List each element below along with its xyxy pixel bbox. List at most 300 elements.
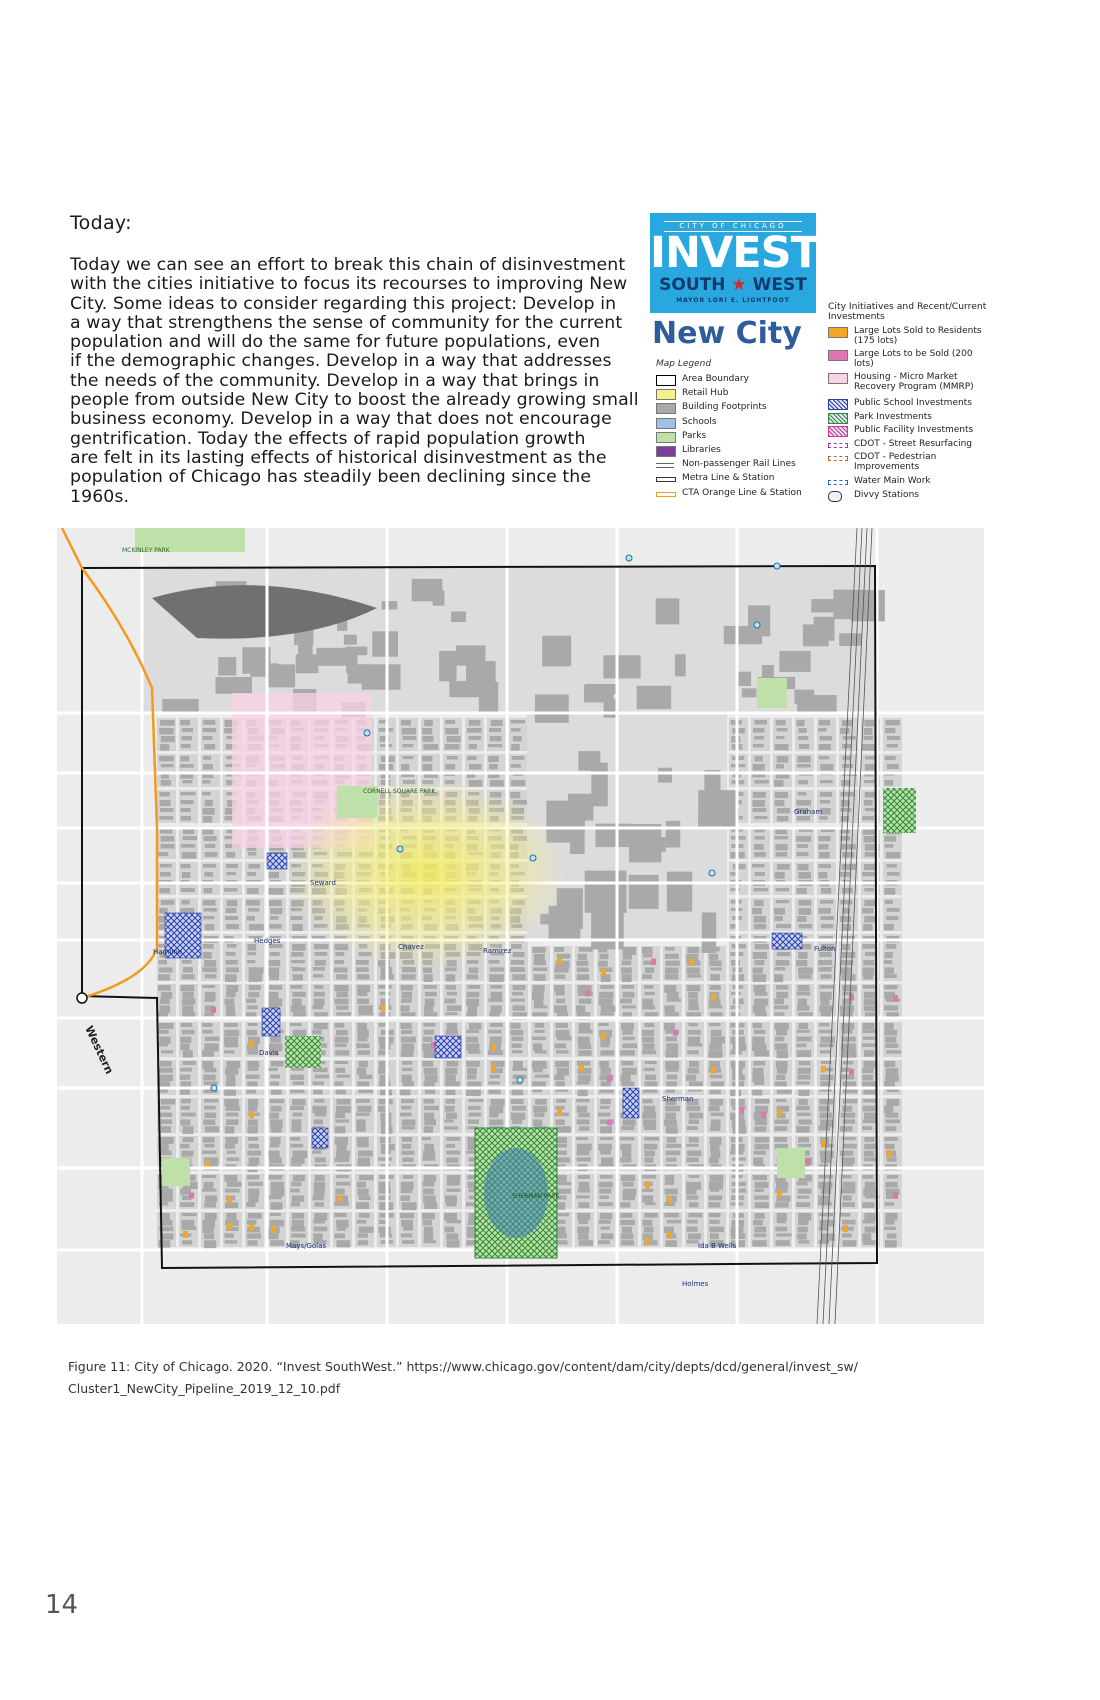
building-footprint <box>754 960 764 965</box>
building-footprint <box>180 1037 191 1043</box>
building-footprint <box>510 1030 523 1035</box>
building-footprint <box>357 985 370 992</box>
building-footprint <box>884 1005 898 1010</box>
building-footprint <box>204 1068 216 1073</box>
building-footprint <box>884 836 896 842</box>
building-footprint <box>797 1075 810 1080</box>
building-footprint <box>270 1240 284 1246</box>
building-footprint <box>658 768 672 783</box>
building-footprint <box>403 1227 413 1231</box>
building-footprint <box>818 1202 832 1205</box>
legend-label: Retail Hub <box>682 388 729 399</box>
building-footprint <box>291 1227 305 1232</box>
building-footprint <box>382 601 398 609</box>
building-footprint <box>666 961 680 966</box>
building-footprint <box>205 1195 217 1202</box>
divvy-station <box>364 730 370 736</box>
logo-mayor: MAYOR LORI E. LIGHTFOOT <box>676 297 790 304</box>
building-footprint <box>754 852 766 857</box>
building-footprint <box>710 1144 719 1151</box>
building-footprint <box>842 744 852 748</box>
building-footprint <box>842 1240 856 1246</box>
building-footprint <box>204 872 213 877</box>
building-footprint <box>479 682 498 714</box>
large-lot-sold <box>667 1197 672 1204</box>
building-footprint <box>776 900 789 903</box>
legend-swatch <box>828 491 842 502</box>
label-davis: Davis <box>259 1049 279 1057</box>
building-footprint <box>862 1043 876 1047</box>
building-footprint <box>621 1126 634 1130</box>
building-footprint <box>439 651 456 681</box>
building-footprint <box>862 967 874 975</box>
building-footprint <box>203 816 212 823</box>
building-footprint <box>512 1050 522 1053</box>
building-footprint <box>840 1151 853 1156</box>
building-footprint <box>225 960 237 965</box>
building-footprint <box>334 1202 349 1206</box>
building-footprint <box>862 1233 871 1240</box>
building-footprint <box>557 1037 572 1041</box>
building-footprint <box>160 872 171 877</box>
building-footprint <box>577 1119 590 1124</box>
building-footprint <box>687 1106 700 1111</box>
building-footprint <box>424 1113 434 1120</box>
building-footprint <box>269 974 279 980</box>
building-footprint <box>600 985 614 989</box>
building-footprint <box>159 792 169 796</box>
large-lot-sold <box>821 1066 826 1073</box>
building-footprint <box>203 756 211 760</box>
building-footprint <box>665 967 678 973</box>
building-footprint <box>841 1075 854 1080</box>
building-footprint <box>709 1182 723 1190</box>
building-footprint <box>644 1157 653 1162</box>
building-footprint <box>225 974 237 982</box>
building-footprint <box>643 1220 653 1226</box>
large-lot-to-sell <box>607 1076 612 1082</box>
building-footprint <box>887 1175 898 1179</box>
building-footprint <box>248 1189 259 1197</box>
building-footprint <box>688 992 698 998</box>
building-footprint <box>753 974 766 982</box>
building-footprint <box>335 1050 349 1055</box>
building-footprint <box>710 1126 720 1131</box>
building-footprint <box>512 974 525 980</box>
building-footprint <box>642 974 652 979</box>
cta-station <box>77 993 87 1003</box>
building-footprint <box>665 1050 678 1057</box>
large-lot-sold <box>645 1238 650 1245</box>
building-footprint <box>534 1005 548 1008</box>
building-footprint <box>512 1119 522 1124</box>
public-school-investment <box>262 1008 280 1036</box>
building-footprint <box>576 1195 589 1198</box>
building-footprint <box>445 1195 457 1203</box>
building-footprint <box>774 974 783 982</box>
building-footprint <box>799 924 812 928</box>
building-footprint <box>864 1061 878 1068</box>
building-footprint <box>314 992 325 997</box>
building-footprint <box>183 967 193 972</box>
building-footprint <box>819 816 827 820</box>
building-footprint <box>776 736 785 739</box>
building-footprint <box>885 900 893 904</box>
building-footprint <box>556 1099 566 1103</box>
building-footprint <box>315 1202 324 1207</box>
building-footprint <box>598 1202 612 1206</box>
building-footprint <box>842 952 856 958</box>
legend-label: Water Main Work <box>854 476 931 486</box>
building-footprint <box>247 916 255 921</box>
building-footprint <box>224 1030 239 1036</box>
building-footprint <box>577 1213 590 1220</box>
building-footprint <box>203 864 216 868</box>
building-footprint <box>511 780 525 786</box>
legend-label: Building Footprints <box>682 402 767 413</box>
building-footprint <box>468 1119 479 1124</box>
building-footprint <box>335 952 344 956</box>
building-footprint <box>401 1050 414 1057</box>
building-footprint <box>532 1081 546 1087</box>
building-footprint <box>642 1050 656 1054</box>
building-footprint <box>161 844 175 849</box>
building-footprint <box>752 1240 766 1246</box>
building-footprint <box>642 1030 654 1036</box>
building-footprint <box>181 985 195 991</box>
park-investment <box>883 788 916 833</box>
building-footprint <box>313 1106 327 1113</box>
building-footprint <box>887 864 897 868</box>
building-footprint <box>796 960 807 966</box>
building-footprint <box>664 1213 679 1217</box>
building-footprint <box>335 1157 350 1162</box>
building-footprint <box>227 900 238 906</box>
building-footprint <box>204 1099 219 1102</box>
building-footprint <box>754 916 766 923</box>
body-line: a way that strengthens the sense of community for the current <box>70 312 623 333</box>
building-footprint <box>226 924 239 929</box>
building-footprint <box>183 1137 194 1142</box>
building-footprint <box>181 744 191 748</box>
building-footprint <box>335 999 349 1005</box>
building-footprint <box>885 1075 899 1082</box>
building-footprint <box>818 872 827 878</box>
building-footprint <box>424 1030 435 1035</box>
building-footprint <box>160 864 172 867</box>
building-footprint <box>490 736 502 741</box>
building-footprint <box>621 967 632 973</box>
building-footprint <box>774 1119 788 1124</box>
building-footprint <box>203 1075 215 1081</box>
building-footprint <box>666 1126 678 1133</box>
building-footprint <box>446 1099 455 1104</box>
building-footprint <box>666 1037 677 1042</box>
large-lot-sold <box>183 1231 188 1238</box>
legend-label: Public Facility Investments <box>854 425 974 435</box>
building-footprint <box>357 1137 369 1145</box>
building-footprint <box>842 1220 855 1225</box>
building-footprint <box>356 1202 369 1209</box>
building-footprint <box>270 1144 280 1148</box>
logo-city-line: CITY OF CHICAGO <box>664 221 802 232</box>
building-footprint <box>511 960 524 965</box>
building-footprint <box>402 1157 413 1162</box>
building-footprint <box>711 1037 725 1044</box>
building-footprint <box>291 1005 306 1012</box>
building-footprint <box>754 985 766 992</box>
building-footprint <box>226 967 239 972</box>
building-footprint <box>774 1005 788 1009</box>
building-footprint <box>578 1175 590 1179</box>
building-footprint <box>777 1068 787 1074</box>
building-footprint <box>818 1195 829 1202</box>
building-footprint <box>753 1061 765 1065</box>
building-footprint <box>665 974 679 979</box>
building-footprint <box>532 992 544 1000</box>
building-footprint <box>578 1050 591 1056</box>
building-footprint <box>357 1023 367 1030</box>
legend-swatch <box>828 456 848 461</box>
building-footprint <box>621 1175 635 1181</box>
building-footprint <box>335 1068 345 1073</box>
building-footprint <box>637 686 672 709</box>
building-footprint <box>202 1023 212 1027</box>
building-footprint <box>248 1182 263 1186</box>
building-footprint <box>247 1175 259 1179</box>
building-footprint <box>777 816 789 821</box>
building-footprint <box>269 900 282 906</box>
building-footprint <box>863 960 874 965</box>
building-footprint <box>247 1030 257 1035</box>
building-footprint <box>488 756 499 762</box>
street-horizontal <box>57 1087 984 1090</box>
building-footprint <box>621 1213 633 1218</box>
building-footprint <box>269 924 281 929</box>
building-footprint <box>886 944 897 949</box>
building-footprint <box>203 900 216 906</box>
building-footprint <box>557 1012 568 1016</box>
building-footprint <box>556 999 565 1004</box>
body-line: business economy. Develop in a way that does not encourage <box>70 409 612 430</box>
building-footprint <box>622 1119 635 1125</box>
building-footprint <box>557 1151 567 1155</box>
building-footprint <box>446 1030 459 1035</box>
building-footprint <box>686 1157 698 1162</box>
building-footprint <box>842 1050 857 1057</box>
building-footprint <box>556 1030 570 1038</box>
building-footprint <box>798 1012 813 1016</box>
building-footprint <box>753 728 764 732</box>
building-footprint <box>577 1227 589 1234</box>
building-footprint <box>776 1099 786 1102</box>
building-footprint <box>270 1213 281 1216</box>
building-footprint <box>841 1189 855 1194</box>
building-footprint <box>467 728 482 733</box>
building-footprint <box>688 1037 700 1044</box>
building-footprint <box>356 1126 365 1132</box>
building-footprint <box>225 1240 237 1243</box>
building-footprint <box>622 1030 633 1035</box>
figure-caption <box>68 1356 948 1400</box>
building-footprint <box>863 1037 875 1040</box>
building-footprint <box>511 764 521 768</box>
building-footprint <box>577 967 589 972</box>
building-footprint <box>818 728 827 731</box>
building-footprint <box>689 1119 700 1124</box>
building-footprint <box>451 611 466 622</box>
label-graham: Graham <box>794 808 823 816</box>
building-footprint <box>623 1189 637 1196</box>
building-footprint <box>600 1195 610 1199</box>
building-footprint <box>799 744 809 749</box>
building-footprint <box>469 744 477 749</box>
building-footprint <box>687 1151 702 1156</box>
building-footprint <box>180 1119 190 1125</box>
building-footprint <box>359 1175 374 1180</box>
building-footprint <box>622 974 632 982</box>
building-footprint <box>885 1182 897 1188</box>
building-footprint <box>819 720 830 726</box>
building-footprint <box>402 992 412 998</box>
building-footprint <box>884 974 897 978</box>
building-footprint <box>840 1213 850 1217</box>
building-footprint <box>667 1220 681 1224</box>
building-footprint <box>839 633 861 646</box>
building-footprint <box>467 1075 476 1080</box>
building-footprint <box>733 864 746 869</box>
building-footprint <box>512 756 524 760</box>
building-footprint <box>358 1233 368 1237</box>
building-footprint <box>225 836 233 839</box>
building-footprint <box>313 967 325 970</box>
building-footprint <box>820 764 833 770</box>
building-footprint <box>335 1043 347 1047</box>
building-footprint <box>400 1213 414 1218</box>
star-icon: ★ <box>731 275 747 295</box>
building-footprint <box>249 985 261 990</box>
building-footprint <box>445 744 460 749</box>
building-footprint <box>843 1182 856 1189</box>
building-footprint <box>511 728 521 732</box>
building-footprint <box>225 1233 234 1237</box>
building-footprint <box>225 1144 235 1149</box>
building-footprint <box>799 1023 808 1029</box>
building-footprint <box>158 1240 170 1247</box>
building-footprint <box>159 1023 173 1029</box>
divvy-station <box>530 855 536 861</box>
building-footprint <box>863 1106 875 1112</box>
building-footprint <box>356 1099 370 1103</box>
building-footprint <box>797 844 808 848</box>
building-footprint <box>579 1182 590 1189</box>
building-footprint <box>666 1144 681 1148</box>
legend-label: Public School Investments <box>854 398 972 408</box>
building-footprint <box>510 792 520 798</box>
building-footprint <box>863 1023 875 1029</box>
building-footprint <box>754 1151 766 1155</box>
building-footprint <box>183 992 194 999</box>
building-footprint <box>336 992 348 998</box>
building-footprint <box>842 852 854 858</box>
label-mckinley-park: MCKINLEY PARK <box>122 547 170 554</box>
building-footprint <box>842 864 856 870</box>
building-footprint <box>841 844 855 849</box>
building-footprint <box>180 1075 190 1080</box>
building-footprint <box>730 1005 740 1009</box>
building-footprint <box>490 1023 503 1027</box>
building-footprint <box>598 1240 610 1244</box>
building-footprint <box>578 1233 588 1239</box>
building-footprint <box>752 864 764 868</box>
building-footprint <box>534 974 546 981</box>
building-footprint <box>510 720 525 723</box>
building-footprint <box>249 864 261 869</box>
building-footprint <box>840 808 851 812</box>
building-footprint <box>337 1075 351 1078</box>
building-footprint <box>401 985 413 990</box>
building-footprint <box>840 1005 854 1012</box>
legend-swatch <box>656 446 676 457</box>
building-footprint <box>886 916 898 920</box>
building-footprint <box>204 1182 214 1190</box>
building-footprint <box>334 1213 346 1217</box>
building-footprint <box>534 999 543 1007</box>
building-footprint <box>159 967 173 972</box>
building-footprint <box>819 756 830 759</box>
logo-west: WEST <box>752 275 807 295</box>
building-footprint <box>292 924 303 931</box>
label-fulton: Fulton <box>814 945 836 953</box>
building-footprint <box>666 1157 676 1161</box>
building-footprint <box>557 1068 569 1076</box>
building-footprint <box>357 1106 371 1112</box>
building-footprint <box>445 1081 460 1086</box>
building-footprint <box>401 1012 416 1016</box>
label-hedges: Hedges <box>254 937 281 945</box>
building-footprint <box>181 864 191 868</box>
building-footprint <box>601 1005 616 1012</box>
building-footprint <box>468 1005 477 1012</box>
building-footprint <box>161 1220 173 1226</box>
building-footprint <box>752 1037 764 1045</box>
building-footprint <box>818 836 830 841</box>
building-footprint <box>797 756 810 762</box>
building-footprint <box>513 985 526 990</box>
building-footprint <box>862 1126 872 1130</box>
building-footprint <box>292 992 306 997</box>
building-footprint <box>358 1037 368 1042</box>
building-footprint <box>290 1023 302 1026</box>
body-line: City. Some ideas to consider regarding this project: Develop in <box>70 293 617 314</box>
building-footprint <box>599 1182 613 1188</box>
building-footprint <box>161 1195 173 1201</box>
building-footprint <box>666 821 680 848</box>
building-footprint <box>732 944 746 949</box>
building-footprint <box>336 1182 350 1186</box>
building-footprint <box>591 763 607 807</box>
building-footprint <box>246 900 260 906</box>
building-footprint <box>433 591 445 606</box>
building-footprint <box>379 1227 391 1234</box>
building-footprint <box>533 1043 542 1051</box>
building-footprint <box>711 1119 721 1126</box>
building-footprint <box>754 1195 768 1199</box>
building-footprint <box>797 992 811 996</box>
building-footprint <box>775 1227 787 1232</box>
building-footprint <box>842 1106 852 1112</box>
building-footprint <box>248 992 259 998</box>
